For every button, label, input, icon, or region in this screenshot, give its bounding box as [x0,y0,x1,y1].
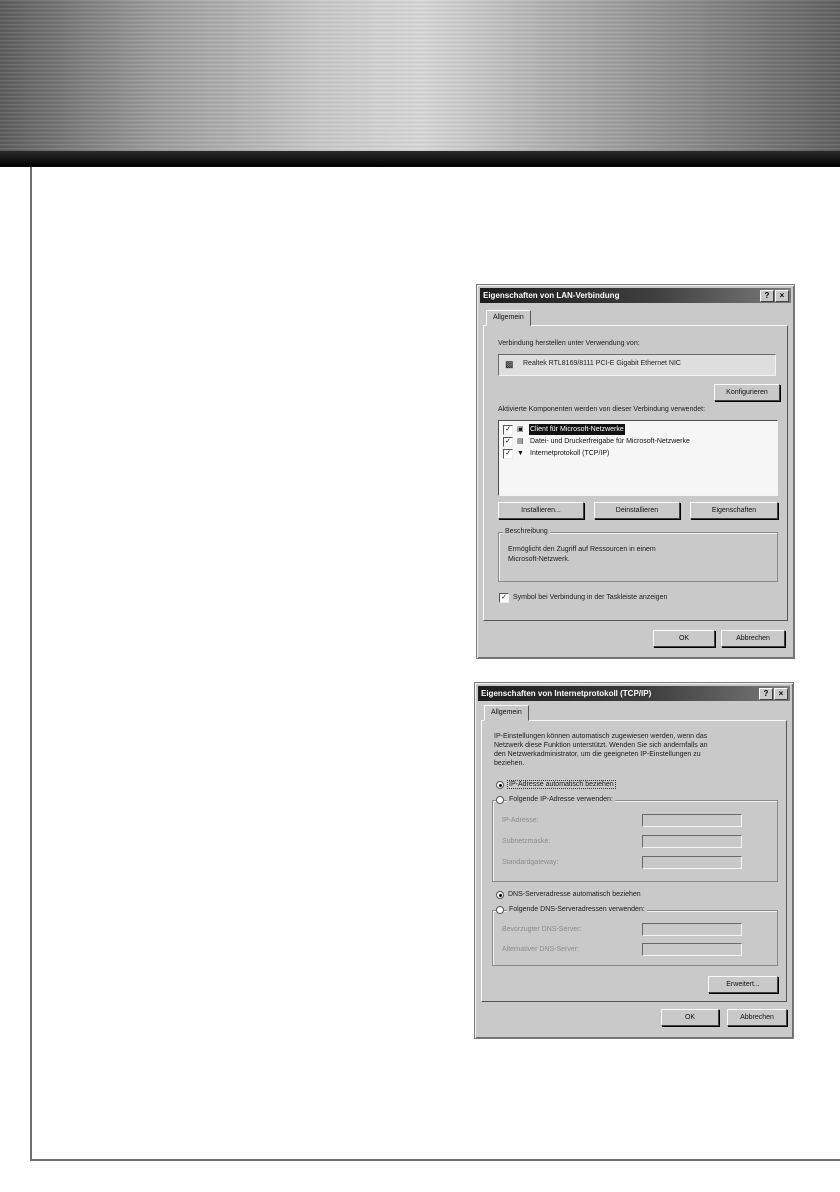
dns-auto-label: DNS-Serveradresse automatisch beziehen [508,891,641,898]
ip-manual-radio[interactable] [496,796,504,804]
component-item-tcpip[interactable] [503,448,773,459]
intro-line2: Netzwerk diese Funktion unterstützt. Wenden Sie sich andernfalls an [494,742,708,749]
intro-line1: IP-Einstellungen können automatisch zugewiesen werden, wenn das [494,733,708,740]
default-gateway-field[interactable] [642,856,742,869]
ip-auto-label: IP-Adresse automatisch beziehen [509,781,614,788]
dns-alternate-field[interactable] [642,943,742,956]
description-group-label: Beschreibung [505,528,548,535]
ip-manual-label: Folgende IP-Adresse verwenden: [509,796,613,803]
dns-alternate-label: Alternativer DNS-Server: [502,946,580,953]
dns-manual-label: Folgende DNS-Serveradressen verwenden: [509,906,645,913]
dns-auto-radio[interactable] [496,891,504,899]
show-icon-checkbox[interactable]: ✓ [499,593,509,603]
components-label: Aktivierte Komponenten werden von dieser Verbindung verwendet: [498,406,706,413]
lan-properties-dialog [476,284,795,659]
dns-preferred-field[interactable] [642,923,742,936]
advanced-button[interactable]: Erweitert... [708,976,778,993]
subnet-mask-field[interactable] [642,835,742,848]
header-brushed-metal-band [0,0,840,155]
header-black-bar [0,151,840,167]
gateway-label: Standardgateway: [502,859,559,866]
adapter-name: Realtek RTL8169/8111 PCI-E Gigabit Ethernet NIC [523,360,681,367]
help-button[interactable]: ? [759,688,773,700]
cancel-button[interactable]: Abbrechen [727,1009,787,1026]
ok-button[interactable]: OK [661,1009,719,1026]
ip-address-field[interactable] [642,814,742,827]
intro-line3: den Netzwerkadministrator, um die geeigneten IP-Einstellungen zu [494,751,701,758]
network-client-icon: ▣ [517,426,524,433]
tab-general[interactable]: Allgemein [484,705,529,721]
dns-preferred-label: Bevorzugter DNS-Server: [502,926,582,933]
description-text-line1: Ermöglicht den Zugriff auf Ressourcen in einem [508,546,656,553]
intro-line4: beziehen. [494,760,525,767]
component-label: Datei- und Druckerfreigabe für Microsoft-Netzwerke [530,438,690,445]
subnet-label: Subnetzmaske: [502,838,551,845]
bottom-margin-rule [30,1159,840,1161]
protocol-icon: ▼ [517,450,524,457]
ip-address-label: IP-Adresse: [502,817,539,824]
connect-using-label: Verbindung herstellen unter Verwendung von: [498,340,640,347]
component-checkbox[interactable]: ✓ [503,437,513,447]
show-icon-label: Symbol bei Verbindung in der Taskleiste anzeigen [513,594,668,601]
help-button[interactable]: ? [760,290,774,302]
lan-dialog-titlebar [480,288,791,303]
tcpip-dialog-titlebar [478,686,790,701]
components-list[interactable] [498,420,778,496]
component-item-client[interactable] [503,424,773,435]
network-adapter-icon: ▩ [505,359,514,369]
close-button[interactable]: × [774,688,788,700]
uninstall-button[interactable]: Deinstallieren [594,502,680,519]
component-checkbox[interactable]: ✓ [503,449,513,459]
configure-button[interactable]: Konfigurieren [714,384,780,401]
lan-dialog-title: Eigenschaften von LAN-Verbindung [483,291,620,300]
adapter-box [498,354,776,376]
ip-auto-radio[interactable] [496,781,504,789]
component-label: Internetprotokoll (TCP/IP) [530,450,610,457]
component-item-file-printer-sharing[interactable] [503,436,773,447]
dns-manual-groupbox [492,910,778,966]
cancel-button[interactable]: Abbrechen [721,630,785,647]
ok-button[interactable]: OK [653,630,715,647]
tcpip-dialog-title: Eigenschaften von Internetprotokoll (TCP/IP) [481,689,652,698]
component-label: Client für Microsoft-Netzwerke [530,426,624,433]
tcpip-properties-dialog [474,682,794,1039]
dns-manual-radio[interactable] [496,906,504,914]
printer-icon: ▤ [517,438,524,445]
tcpip-tab-panel [481,720,787,1002]
close-button[interactable]: × [775,290,789,302]
install-button[interactable]: Installieren... [498,502,584,519]
left-margin-rule [30,167,32,1160]
tab-general[interactable]: Allgemein [486,310,531,326]
description-text-line2: Microsoft-Netzwerk. [508,556,570,563]
properties-button[interactable]: Eigenschaften [690,502,778,519]
lan-tab-panel [483,325,788,621]
component-checkbox[interactable]: ✓ [503,425,513,435]
